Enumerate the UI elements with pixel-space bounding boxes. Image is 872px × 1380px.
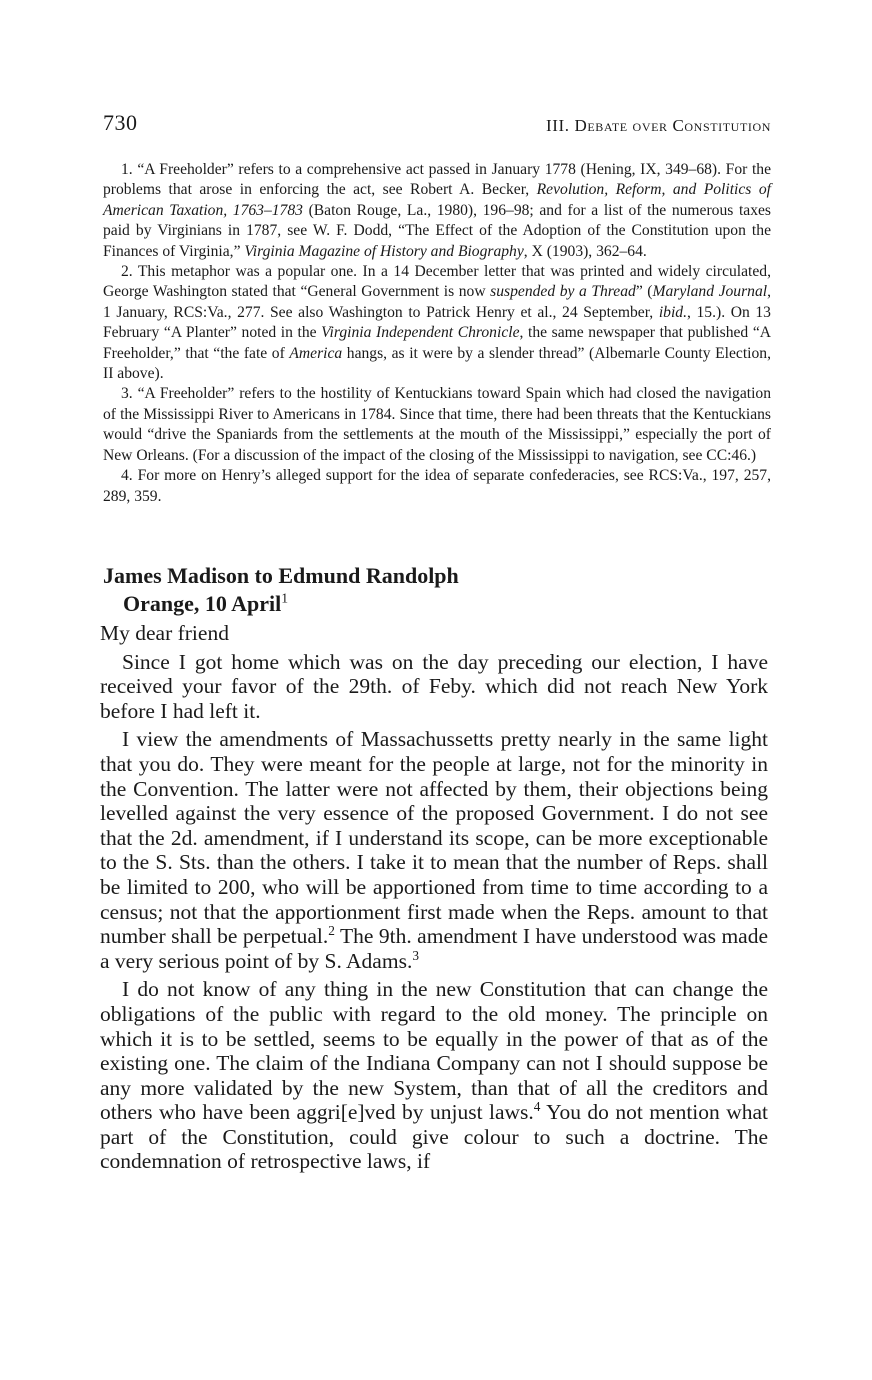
text-run: ” ( xyxy=(635,283,653,301)
text-run: , X (1903), 362–64. xyxy=(523,242,647,260)
note-4 xyxy=(103,466,771,507)
editorial-notes xyxy=(103,160,771,507)
text-run: (Baton Rouge, La., 1980), 196–98; and for a list of the numerous taxes paid by Virginians in 1787, see W. F. Dodd, “The Effect of the Adoption of the Constitution upon the Finances of Virginia,” xyxy=(103,201,771,260)
text-run: , 1 January, RCS:Va., 277. See also Washington to Patrick Henry et al., 24 September, xyxy=(103,283,771,321)
note-reference: 2 xyxy=(328,922,335,938)
text-run: 1. “A Freeholder” refers to a comprehensive act passed in January 1778 (Hening, IX, 349–68). For the problems that arose in enforcing the act, see Robert A. Becker, xyxy=(103,161,771,199)
text-run: The 9th. amendment I have understood was made a very serious point of by S. Adams. xyxy=(100,924,768,973)
italic-text: ibid. xyxy=(658,303,687,321)
italic-text: Revolution, Reform, and Politics of American Taxation, 1763–1783 xyxy=(103,181,771,219)
page-number: 730 xyxy=(103,110,138,135)
text-run: Since I got home which was on the day preceding our election, I have received your favor of the 29th. of Feby. which did not reach New York before I had left it. xyxy=(100,649,768,723)
letter-paragraph-3 xyxy=(100,977,768,1174)
letter-title: James Madison to Edmund Randolph xyxy=(103,563,459,588)
italic-text: suspended by a Thread xyxy=(490,283,636,301)
text-run: I do not know of any thing in the new Constitution that can change the obligations of the public with regard to the old money. The principle on which it is to be settled, seems to be equally in the power of that as of the existing one. The claim of the Indiana Company can not I should suppose be any more validated by the new System, than that of all the creditors and others who have been aggri[e]ved by unjust laws. xyxy=(100,977,768,1125)
heading-note-ref: 1 xyxy=(281,590,289,606)
text-run: 4. For more on Henry’s alleged support for the idea of separate confederacies, see RCS:Va., 197, 257, 289, 359. xyxy=(103,467,771,505)
letter-paragraph-2 xyxy=(100,727,768,973)
text-run: 3. “A Freeholder” refers to the hostility of Kentuckians toward Spain which had closed the navigation of the Mississippi River to Americans in 1784. Since that time, there had been threats that the Kentuckians would “drive the Spaniards from the settlements at the mouth of the Mississippi,” especially the port of New Orleans. (For a discussion of the impact of the closing of the Mississippi to navigation, see CC:46.) xyxy=(103,385,771,464)
text-run: , the same newspaper that published “A Freeholder,” that “the fate of xyxy=(103,324,772,362)
salutation: My dear friend xyxy=(100,621,229,645)
running-title: III. Debate over Constitution xyxy=(546,116,771,135)
letter-place-date xyxy=(103,590,771,618)
italic-text: Virginia Magazine of History and Biography xyxy=(244,242,524,260)
letter-heading xyxy=(103,562,771,618)
note-1 xyxy=(103,160,771,262)
text-run: I view the amendments of Massachussetts pretty nearly in the same light that you do. They were meant for the people at large, not for the minority in the Convention. The latter were not affected by them, their objections being levelled against the very essence of the proposed Government. I do not see that the 2d. amendment, if I understand its scope, can be more exceptionable to the S. Sts. than the others. I take it to mean that the number of Reps. shall be limited to 200, who will be apportioned from time to time according to a census; not that the apportionment first made when the Reps. amount to that number shall be perpetual. xyxy=(100,727,768,949)
letter-place-date-text: Orange, 10 April xyxy=(123,591,282,616)
italic-text: America xyxy=(289,344,343,362)
note-2 xyxy=(103,262,771,384)
italic-text: Maryland Journal xyxy=(652,283,768,301)
text-run: You do not mention what part of the Constitution, could give colour to such a doctrine. The condemnation of retrospective laws, if xyxy=(100,1100,769,1174)
running-head xyxy=(103,110,771,140)
letter-paragraph-1 xyxy=(100,650,768,724)
note-reference: 3 xyxy=(412,947,419,963)
text-run: hangs, as it were by a slender thread” (Albemarle County Election, II above). xyxy=(103,344,771,383)
letter-body xyxy=(100,621,768,1178)
italic-text: Virginia Independent Chronicle xyxy=(321,324,520,342)
text-run: 2. This metaphor was a popular one. In a 14 December letter that was printed and widely circulated, George Washington stated that “General Government is now xyxy=(103,263,771,301)
note-3 xyxy=(103,384,771,466)
note-reference: 4 xyxy=(533,1099,541,1115)
text-run: , 15.). On 13 February “A Planter” noted in the xyxy=(103,303,771,342)
